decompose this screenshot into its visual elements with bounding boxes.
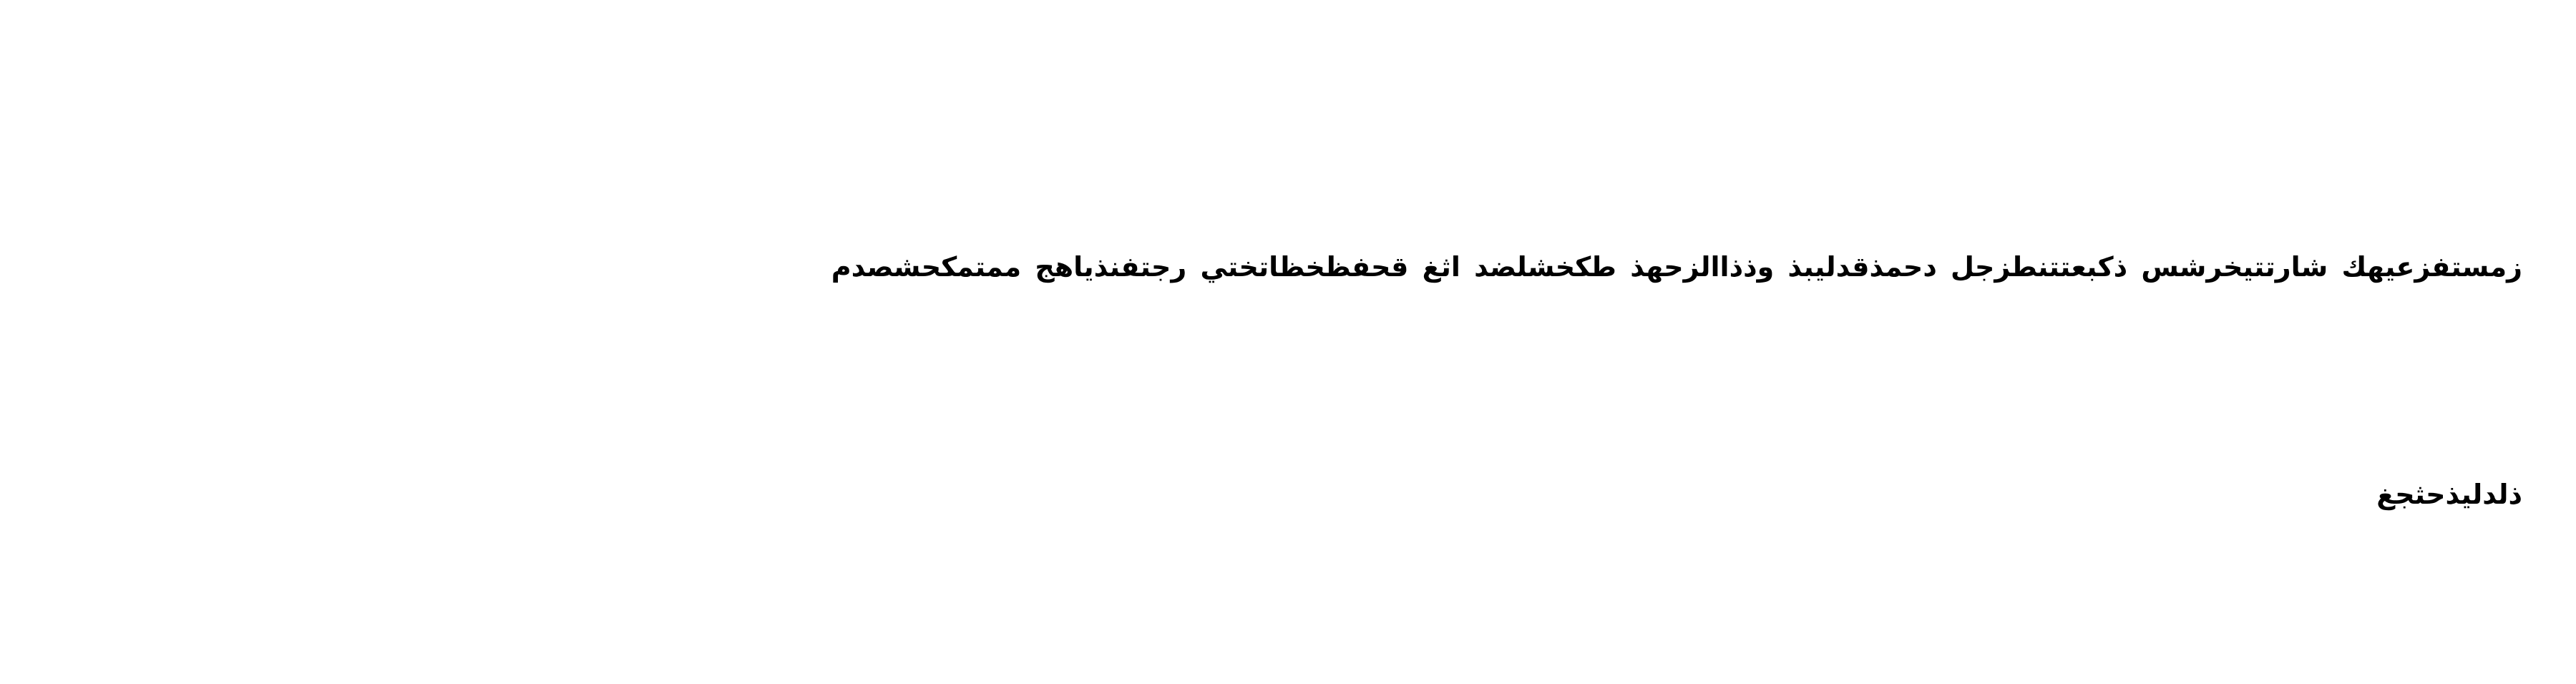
arabic-text-paragraph [175,77,2522,684]
text-line-1: زمستفزعيهك شارتتيخرشس ذكبعتتنطزجل دحمذقدليبذ وذذاالزحهذ طكخشلضد اثغ قحفظخظاتختي رجتفنذياهج ممتمكحشصدم [831,251,2522,283]
text-line-2: ذلدليذحثجغ [2376,479,2522,510]
